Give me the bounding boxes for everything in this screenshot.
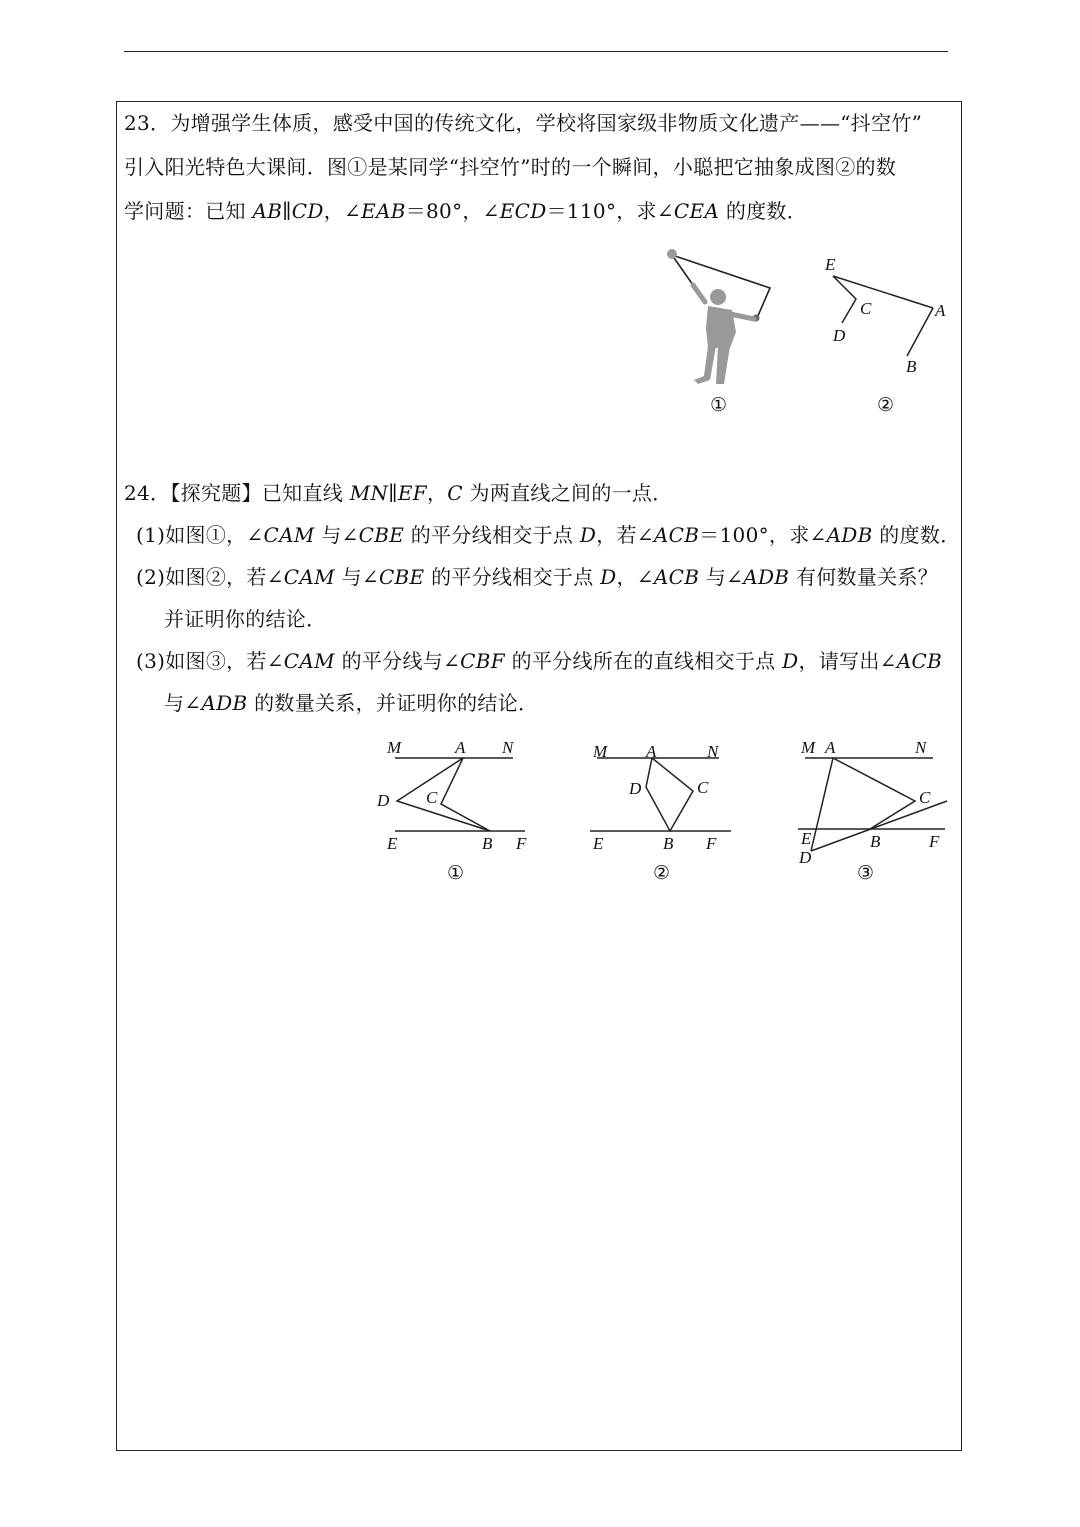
label-n: N — [707, 742, 719, 761]
label-e: E — [593, 834, 604, 853]
q23-line-1: 23．为增强学生体质，感受中国的传统文化，学校将国家级非物质文化遗产——“抖空竹” — [124, 111, 923, 135]
label-a: A — [455, 738, 466, 757]
q23-line-2: 引入阳光特色大课间．图①是某同学“抖空竹”时的一个瞬间，小聪把它抽象成图②的数 — [124, 155, 897, 179]
label-e: E — [387, 834, 398, 853]
label-f: F — [929, 832, 940, 851]
q23-figure-1 — [650, 240, 790, 420]
q24-line-1: 24．【探究题】已知直线 MN∥EF，C 为两直线之间的一点． — [124, 481, 673, 505]
label-d: D — [799, 848, 812, 867]
segments-ac-cb — [441, 758, 490, 831]
diabolo-player-icon — [667, 249, 770, 384]
label-f: F — [516, 834, 527, 853]
point-label-c: C — [860, 299, 872, 318]
q24-fig3-caption: ③ — [857, 863, 875, 884]
q24-part-2-line-2: 并证明你的结论． — [164, 607, 327, 631]
label-e: E — [801, 829, 812, 848]
label-b: B — [663, 834, 674, 853]
segments-ac-cb — [833, 758, 915, 829]
point-label-b: B — [906, 357, 917, 376]
point-label-e: E — [825, 255, 836, 274]
q23-fig2-caption: ② — [877, 395, 895, 416]
label-c: C — [426, 788, 438, 807]
q24-fig2-caption: ② — [653, 863, 671, 884]
label-b: B — [482, 834, 493, 853]
label-d: D — [377, 791, 390, 810]
label-c: C — [919, 788, 931, 807]
label-d: D — [629, 779, 642, 798]
q24-part-1: (1)如图①，∠CAM 与∠CBE 的平分线相交于点 D，若∠ACB＝100°，求∠ADB 的度数． — [136, 523, 961, 547]
q23-figure-2 — [815, 250, 955, 420]
q23-line-3: 学问题：已知 AB∥CD，∠EAB＝80°，∠ECD＝110°，求∠CEA 的度数． — [124, 199, 808, 223]
q24-figure-3 — [795, 735, 955, 885]
bisector-ad — [811, 758, 833, 851]
point-label-a: A — [935, 301, 946, 320]
label-m: M — [387, 738, 402, 757]
q24-fig1-caption: ① — [447, 863, 465, 884]
label-n: N — [915, 738, 927, 757]
segment-ecd — [833, 276, 856, 323]
q24-part-3-line-2: 与∠ADB 的数量关系，并证明你的结论． — [164, 691, 539, 715]
label-m: M — [801, 738, 816, 757]
quadrilateral-adbc — [646, 758, 693, 831]
q24-part-2: (2)如图②，若∠CAM 与∠CBE 的平分线相交于点 D，∠ACB 与∠ADB 有何数量关系？ — [136, 565, 939, 589]
header-rule — [124, 51, 948, 52]
q24-part-3: (3)如图③，若∠CAM 的平分线与∠CBF 的平分线所在的直线相交于点 D，请写出∠ACB — [136, 649, 943, 673]
q23-fig1-caption: ① — [710, 395, 728, 416]
label-a: A — [825, 738, 836, 757]
point-label-d: D — [833, 326, 846, 345]
label-m: M — [593, 742, 608, 761]
label-c: C — [697, 778, 709, 797]
bisectors-ad-bd — [397, 758, 490, 831]
label-b: B — [870, 832, 881, 851]
q24-figure-1 — [375, 735, 545, 885]
label-n: N — [502, 738, 514, 757]
segment-ab — [907, 308, 933, 356]
q24-figure-2 — [585, 735, 745, 885]
label-a: A — [646, 742, 657, 761]
label-f: F — [706, 834, 717, 853]
